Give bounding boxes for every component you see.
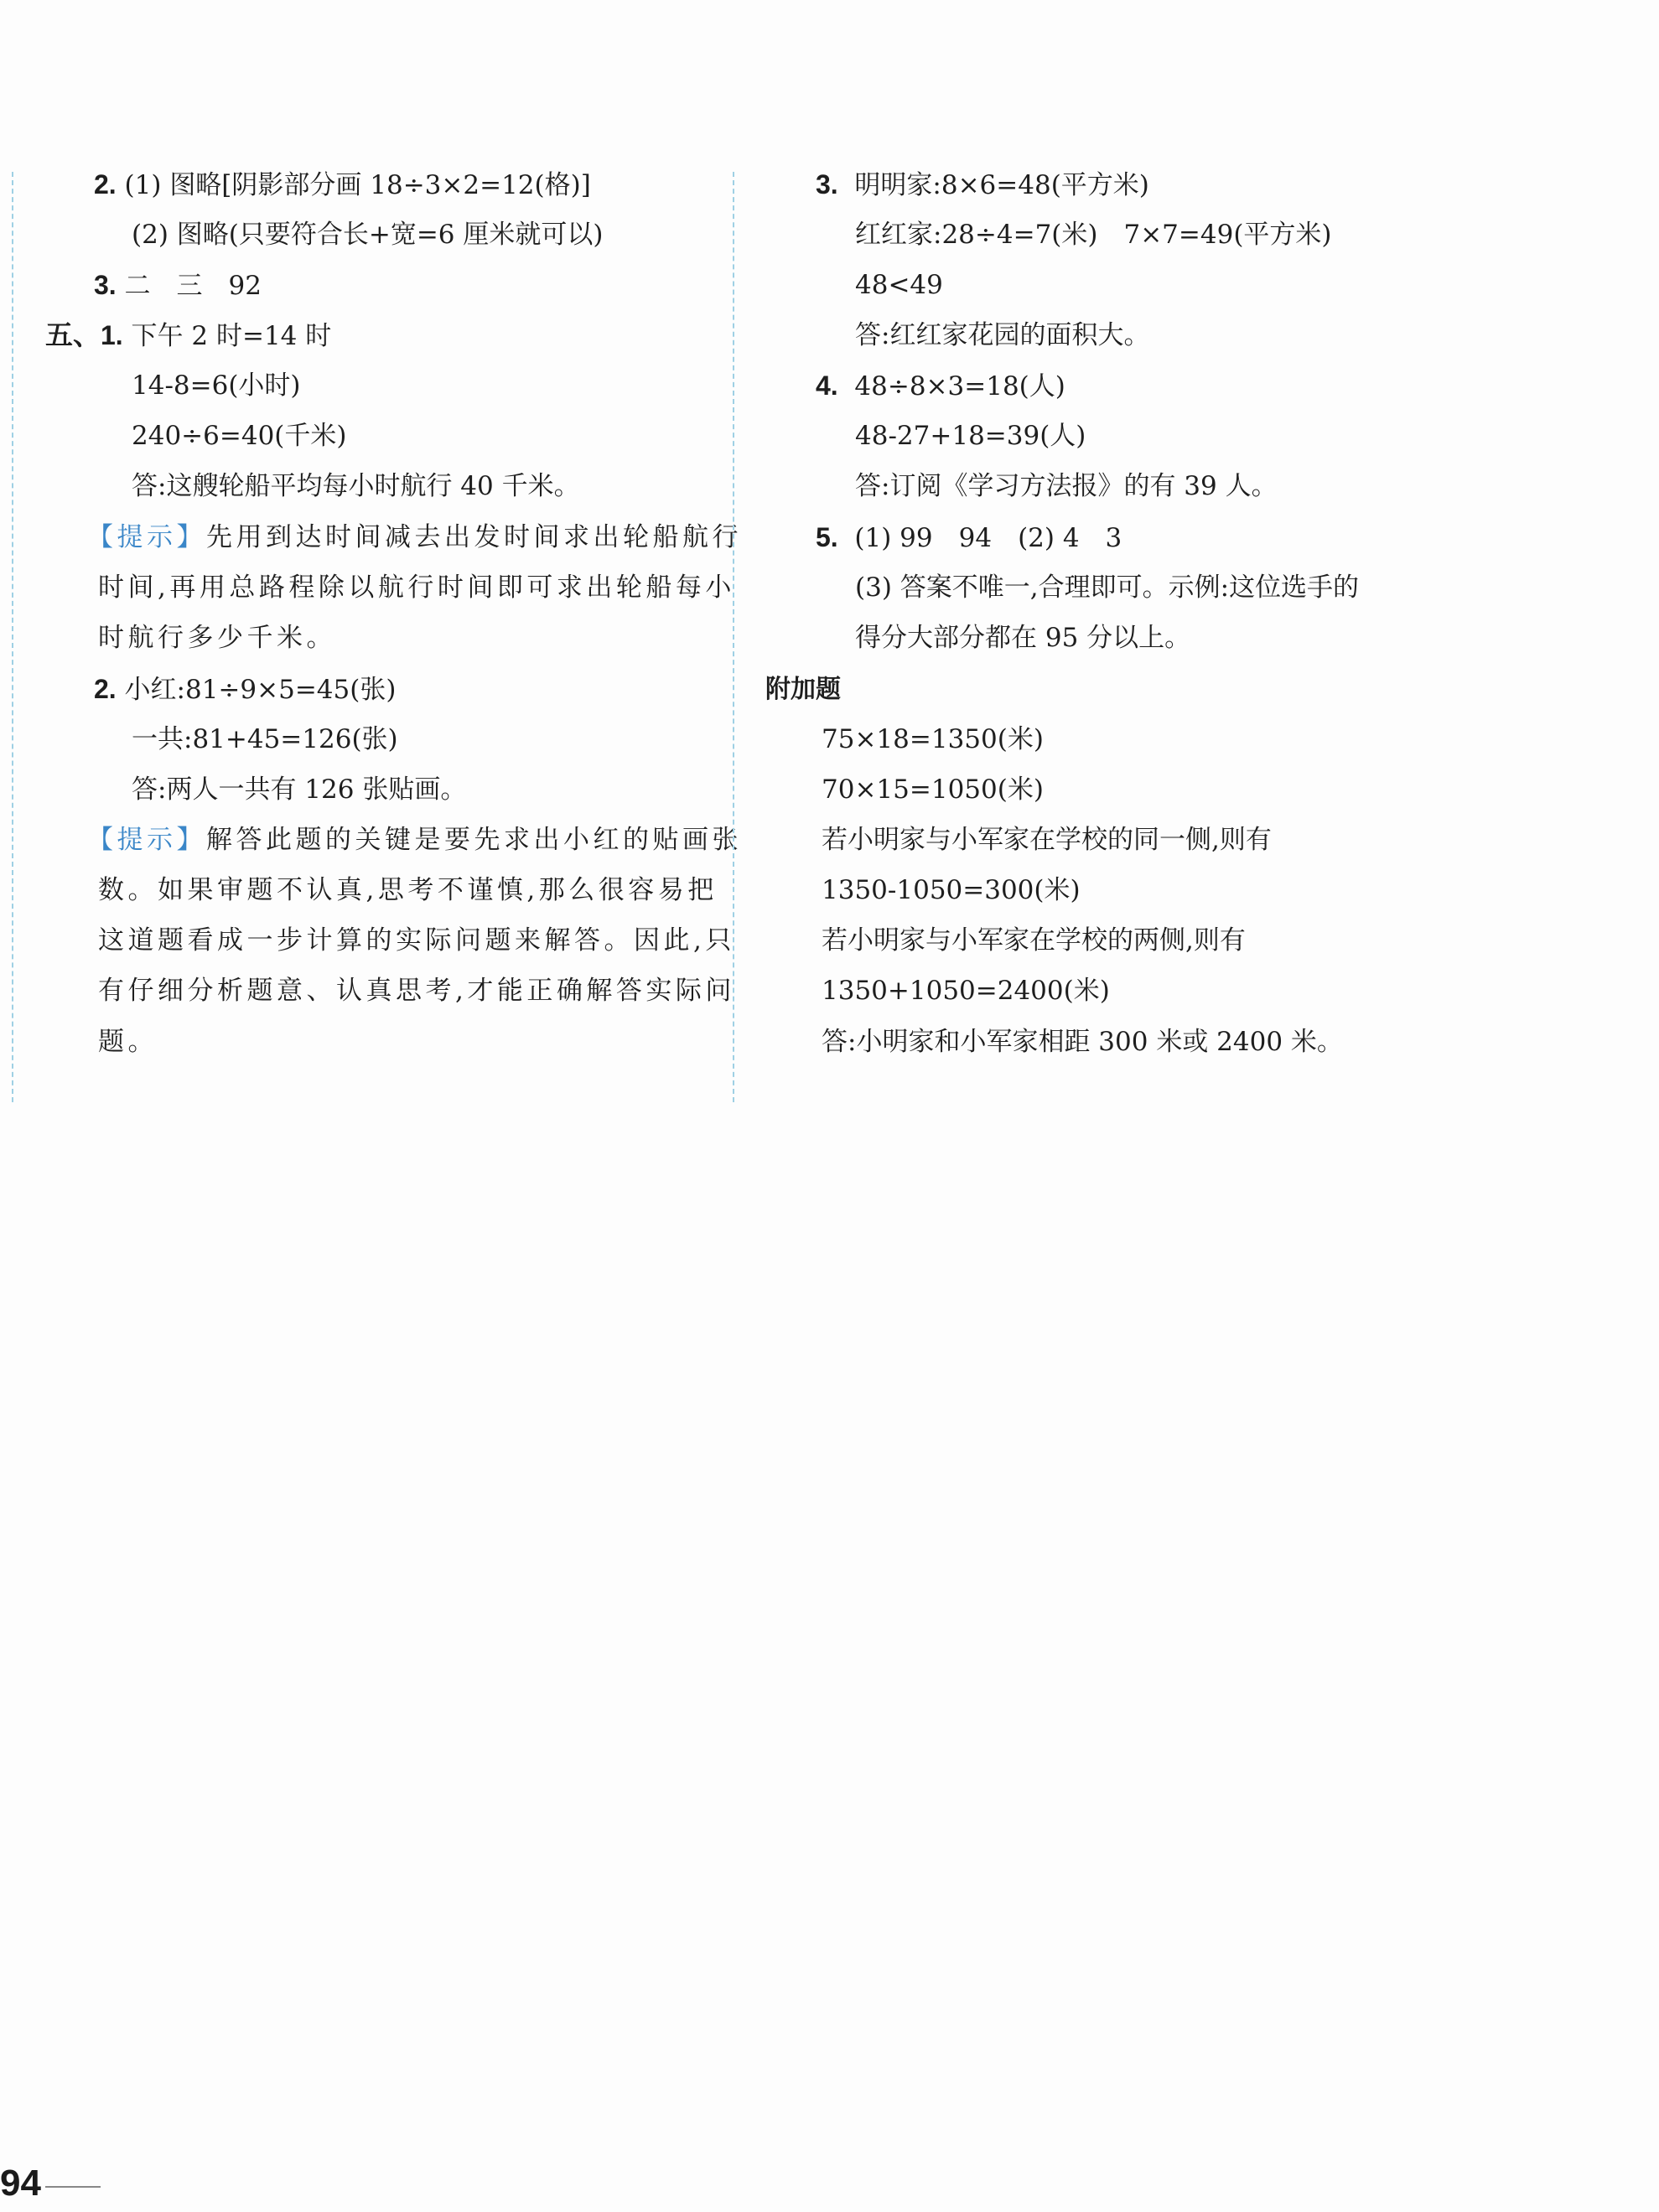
question-number: 3.: [94, 270, 117, 300]
left-line-17: 有仔细分析题意、认真思考,才能正确解答实际问: [98, 976, 735, 1006]
hint-tag: 【提示】: [87, 522, 206, 552]
column-divider: [733, 172, 734, 1102]
right-line-8: 5. (1) 99 94 (2) 4 3: [816, 522, 1122, 553]
right-line-1: 3. 明明家:8×6=48(平方米): [816, 169, 1149, 200]
right-line-3: 48<49: [855, 270, 943, 300]
left-line-6: 240÷6=40(千米): [132, 421, 347, 451]
left-line-4: 五、1. 下午 2 时=14 时: [45, 319, 332, 351]
left-line-13: 答:两人一共有 126 张贴画。: [132, 774, 467, 805]
question-number: 3.: [816, 169, 838, 199]
right-line-17: 1350+1050=2400(米): [822, 976, 1110, 1006]
right-line-4: 答:红红家花园的面积大。: [855, 320, 1150, 350]
right-line-10: 得分大部分都在 95 分以上。: [855, 623, 1191, 653]
left-line-9: 时间,再用总路程除以航行时间即可求出轮船每小: [98, 572, 735, 603]
left-line-14: 【提示】解答此题的关键是要先求出小红的贴画张: [87, 825, 742, 855]
question-number: 5.: [816, 522, 838, 552]
left-line-15: 数。如果审题不认真,思考不谨慎,那么很容易把: [98, 875, 718, 905]
right-line-9: (3) 答案不唯一,合理即可。示例:这位选手的: [855, 572, 1360, 603]
left-line-11: 2. 小红:81÷9×5=45(张): [94, 674, 397, 705]
right-line-15: 1350-1050=300(米): [822, 875, 1081, 905]
left-line-2: (2) 图略(只要符合长+宽=6 厘米就可以): [132, 220, 604, 250]
left-line-5: 14-8=6(小时): [132, 370, 301, 401]
left-line-7: 答:这艘轮船平均每小时航行 40 千米。: [132, 471, 580, 501]
right-line-5: 4. 48÷8×3=18(人): [816, 370, 1065, 401]
left-line-12: 一共:81+45=126(张): [132, 724, 398, 754]
question-number: 2.: [94, 169, 117, 199]
right-line-18: 答:小明家和小军家相距 300 米或 2400 米。: [822, 1027, 1343, 1057]
right-line-12: 75×18=1350(米): [822, 724, 1044, 754]
left-line-16: 这道题看成一步计算的实际问题来解答。因此,只: [98, 925, 735, 956]
page-number: 94: [0, 2163, 41, 2204]
left-line-3: 3. 二 三 92: [94, 270, 262, 301]
right-line-2: 红红家:28÷4=7(米) 7×7=49(平方米): [855, 220, 1332, 250]
hint-tag: 【提示】: [87, 825, 206, 855]
right-line-13: 70×15=1050(米): [822, 774, 1044, 805]
right-line-11: [765, 664, 841, 714]
question-number: 2.: [94, 674, 117, 704]
left-line-10: 时航行多少千米。: [98, 623, 336, 653]
right-line-14: 若小明家与小军家在学校的同一侧,则有: [822, 825, 1272, 855]
right-line-7: 答:订阅《学习方法报》的有 39 人。: [855, 471, 1278, 501]
question-number: 1.: [101, 320, 123, 350]
left-margin-divider: [12, 172, 13, 1102]
section-label: 五、: [45, 319, 101, 350]
bonus-heading: 附加题: [765, 675, 841, 704]
right-line-6: 48-27+18=39(人): [855, 421, 1086, 451]
question-number: 4.: [816, 370, 838, 401]
left-line-18: 题。: [98, 1027, 158, 1057]
left-line-8: 【提示】先用到达时间减去出发时间求出轮船航行: [87, 522, 742, 552]
right-line-16: 若小明家与小军家在学校的两侧,则有: [822, 925, 1246, 956]
page-number-rule: [45, 2186, 101, 2188]
left-line-1: 2. (1) 图略[阴影部分画 18÷3×2=12(格)]: [94, 169, 591, 200]
